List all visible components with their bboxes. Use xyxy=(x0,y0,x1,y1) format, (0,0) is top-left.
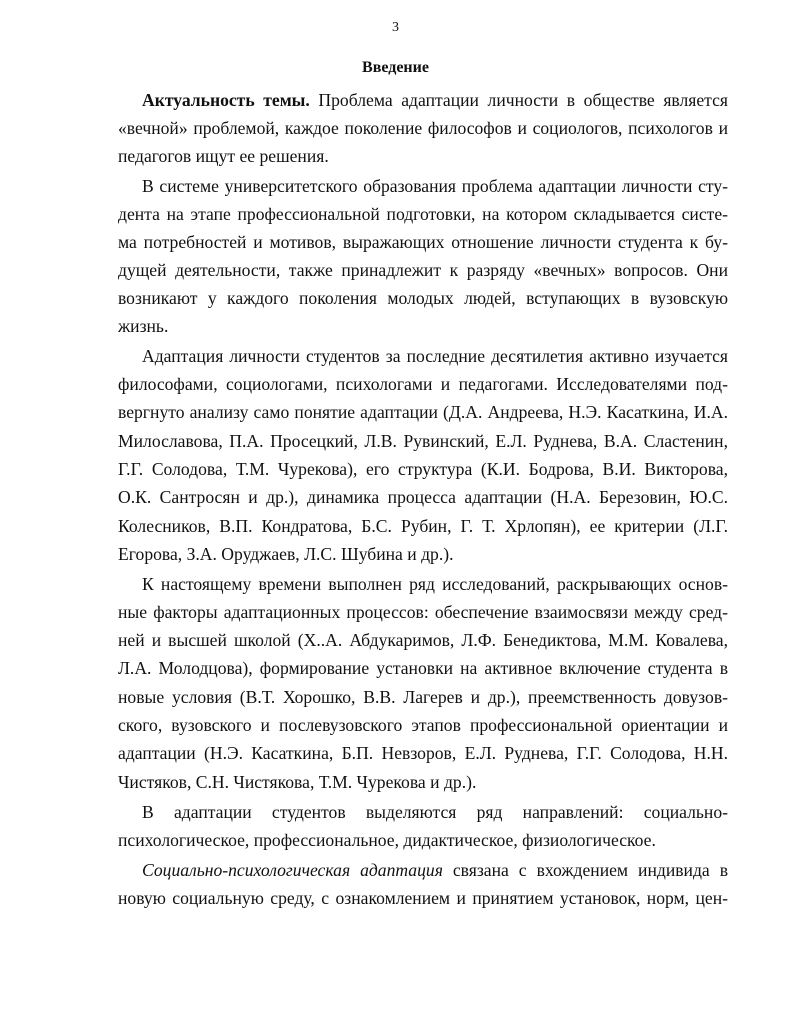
text-line xyxy=(118,231,728,253)
text-line xyxy=(118,771,728,793)
text-line xyxy=(118,515,728,537)
text-segment: Егорова, З.А. Оруджаев, Л.С. Шубина и др.). xyxy=(118,544,454,564)
text-segment: педагогов ищут ее решения. xyxy=(118,146,329,166)
text-segment: О.К. Сантросян и др.), динамика процесса адаптации (Н.А. Березовин, Ю.С. xyxy=(118,487,728,507)
text-segment: адаптации (Н.Э. Касаткина, Б.П. Невзоров, Е.Л. Руднева, Г.Г. Солодова, Н.Н. xyxy=(118,743,728,763)
text-line xyxy=(118,887,728,909)
text-line xyxy=(118,686,728,708)
text-segment: новые условия (В.Т. Хорошко, В.В. Лагерев и др.), преемственность довузов- xyxy=(118,687,728,707)
text-segment: ского, вузовского и послевузовского этапов профессиональной ориентации и xyxy=(118,715,728,735)
text-line xyxy=(118,543,728,565)
text-line xyxy=(118,430,728,452)
text-line xyxy=(118,601,728,623)
text-segment: ней и высшей школой (Х..А. Абдукаримов, Л.Ф. Бенедиктова, М.М. Ковалева, xyxy=(118,630,728,650)
text-segment: ма потребностей и мотивов, выражающих отношение личности студента к бу- xyxy=(118,232,728,252)
text-segment: Г.Г. Солодова, Т.М. Чурекова), его структура (К.И. Бодрова, В.И. Викторова, xyxy=(118,459,728,479)
text-segment: Адаптация личности студентов за последние десятилетия активно изучается xyxy=(142,346,728,366)
text-segment: Чистяков, С.Н. Чистякова, Т.М. Чурекова и др.). xyxy=(118,772,477,792)
text-line xyxy=(118,315,728,337)
section-title: Введение xyxy=(362,59,429,76)
text-segment: вергнуто анализу само понятие адаптации (Д.А. Андреева, Н.Э. Касаткина, И.А. xyxy=(118,402,728,422)
text-line xyxy=(118,742,728,764)
text-line xyxy=(118,145,728,167)
text-line xyxy=(142,859,728,881)
text-line xyxy=(142,801,728,823)
text-segment: В системе университетского образования проблема адаптации личности сту- xyxy=(142,176,728,196)
text-segment: Л.А. Молодцова), формирование установки на активное включение студента в xyxy=(118,658,728,678)
text-line xyxy=(118,259,728,281)
bold-lead-phrase: Актуальность темы. xyxy=(142,90,310,110)
text-line xyxy=(118,657,728,679)
text-line xyxy=(142,89,728,111)
text-segment: «вечной» проблемой, каждое поколение философов и социологов, психологов и xyxy=(118,118,728,138)
text-segment: жизнь. xyxy=(118,316,169,336)
text-line xyxy=(118,373,728,395)
text-segment: новую социальную среду, с ознакомлением и принятием установок, норм, цен- xyxy=(118,888,728,908)
text-segment: философами, социологами, психологами и педагогами. Исследователями под- xyxy=(118,374,728,394)
text-line xyxy=(142,175,728,197)
text-segment: Проблема адаптации личности в обществе является xyxy=(309,90,728,110)
page-number: 3 xyxy=(392,20,399,35)
text-line xyxy=(118,203,728,225)
text-segment: В адаптации студентов выделяются ряд направлений: социально- xyxy=(142,802,728,822)
text-line xyxy=(118,117,728,139)
text-segment: дущей деятельности, также принадлежит к разряду «вечных» вопросов. Они xyxy=(118,260,728,280)
text-line xyxy=(118,458,728,480)
text-segment: дента на этапе профессиональной подготовки, на котором складывается систе- xyxy=(118,204,728,224)
text-segment: психологическое, профессиональное, дидактическое, физиологическое. xyxy=(118,830,656,850)
text-line xyxy=(118,629,728,651)
text-segment: возникают у каждого поколения молодых людей, вступающих в вузовскую xyxy=(118,288,728,308)
text-segment: Милославова, П.А. Просецкий, Л.В. Рувинский, Е.Л. Руднева, В.А. Сластенин, xyxy=(118,431,728,451)
italic-term: Социально-психологическая адаптация xyxy=(142,860,443,880)
text-segment: связана с вхождением индивида в xyxy=(442,860,728,880)
text-line xyxy=(118,287,728,309)
text-line xyxy=(118,401,728,423)
text-line xyxy=(118,714,728,736)
text-segment: ные факторы адаптационных процессов: обеспечение взаимосвязи между сред- xyxy=(118,602,728,622)
text-segment: К настоящему времени выполнен ряд исследований, раскрывающих основ- xyxy=(142,574,728,594)
text-segment: Колесников, В.П. Кондратова, Б.С. Рубин, Г. Т. Хрлопян), ее критерии (Л.Г. xyxy=(118,516,728,536)
text-line xyxy=(118,829,728,851)
text-line xyxy=(142,573,728,595)
text-line xyxy=(118,486,728,508)
text-line xyxy=(142,345,728,367)
